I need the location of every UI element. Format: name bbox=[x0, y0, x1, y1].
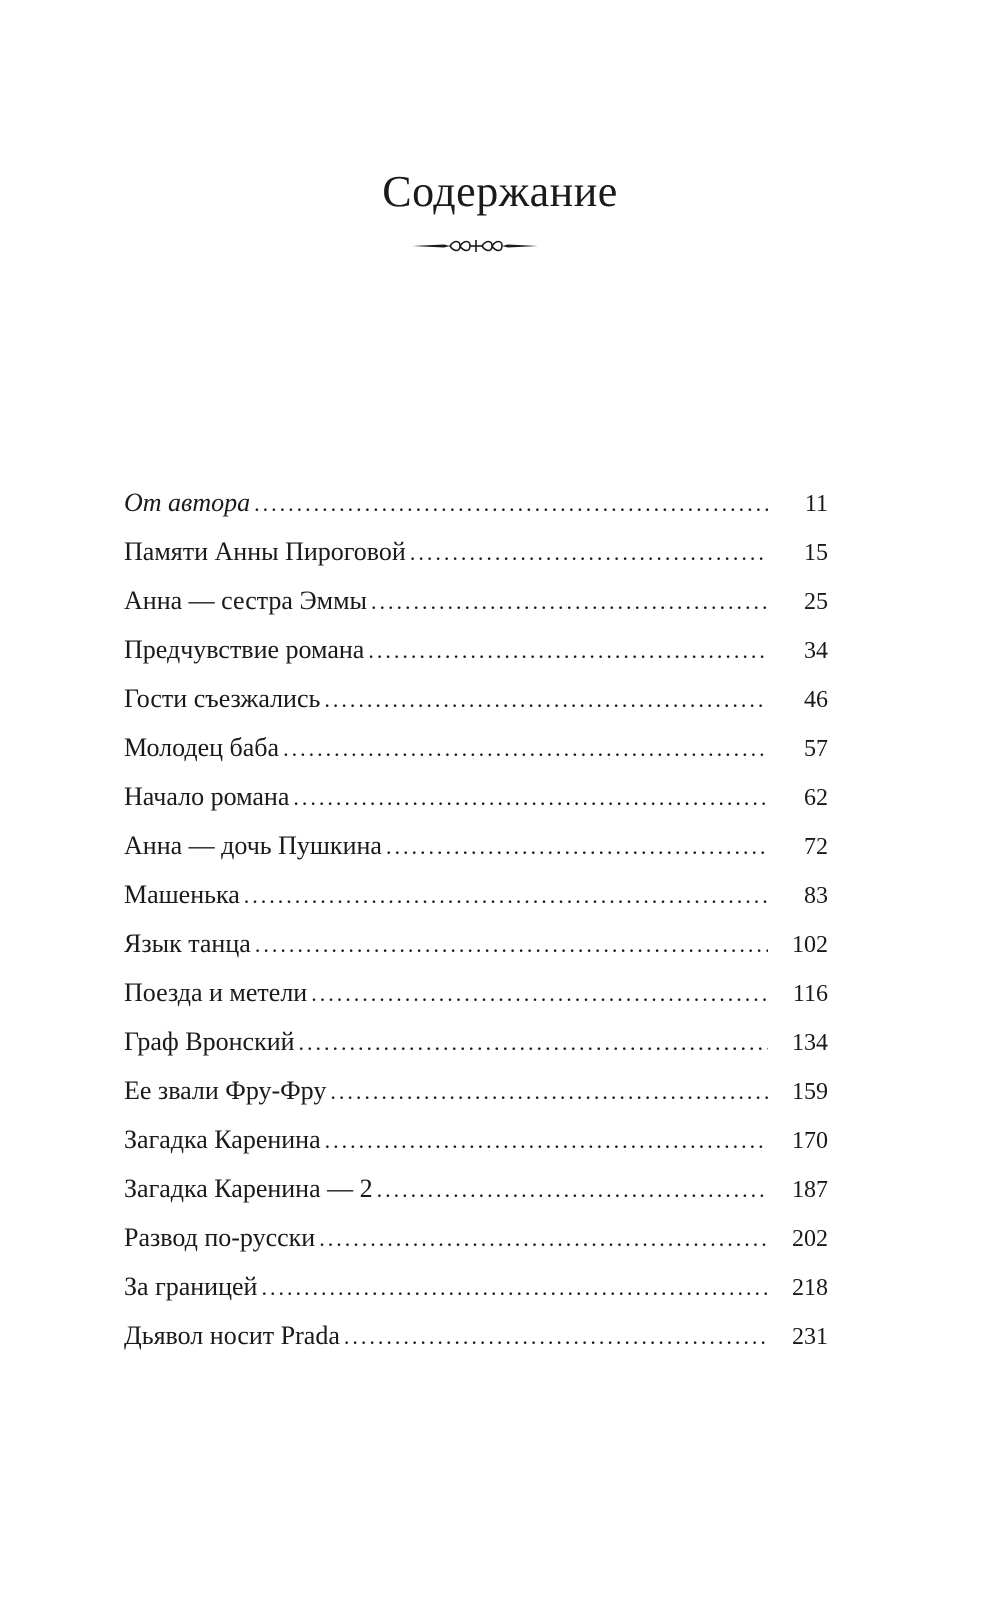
toc-entry-page-number: 11 bbox=[804, 491, 828, 517]
dot-leader bbox=[311, 969, 768, 1018]
toc-entry[interactable] bbox=[124, 1311, 828, 1360]
dot-leader bbox=[330, 1067, 768, 1116]
toc-entry-page-number: 62 bbox=[804, 785, 828, 811]
toc-entry-page-number: 187 bbox=[792, 1177, 828, 1203]
toc-entry-title: Язык танца bbox=[124, 929, 251, 958]
toc-entry[interactable] bbox=[124, 821, 828, 870]
dot-leader bbox=[319, 1214, 768, 1263]
toc-entry-title: Ее звали Фру-Фру bbox=[124, 1076, 327, 1105]
toc-entry[interactable] bbox=[124, 919, 828, 968]
toc-entry-page-number: 134 bbox=[792, 1030, 828, 1056]
dot-leader bbox=[244, 871, 768, 920]
dot-leader bbox=[255, 920, 768, 969]
dot-leader bbox=[261, 1263, 768, 1312]
dot-leader bbox=[368, 626, 768, 675]
toc-entry[interactable] bbox=[124, 625, 828, 674]
toc-entry-title: Анна — сестра Эммы bbox=[124, 586, 367, 615]
toc-entry[interactable] bbox=[124, 1262, 828, 1311]
table-of-contents bbox=[124, 478, 828, 1360]
toc-entry-page-number: 231 bbox=[792, 1324, 828, 1350]
toc-entry[interactable] bbox=[124, 674, 828, 723]
dot-leader bbox=[377, 1165, 768, 1214]
toc-entry-page-number: 116 bbox=[792, 981, 828, 1007]
toc-entry-title: Развод по-русски bbox=[124, 1223, 316, 1252]
dot-leader bbox=[410, 528, 768, 577]
page-title: Содержание bbox=[382, 167, 618, 216]
toc-entry[interactable] bbox=[124, 1213, 828, 1262]
toc-entry[interactable] bbox=[124, 723, 828, 772]
toc-entry-title: Молодец баба bbox=[124, 733, 280, 762]
toc-entry-title: Начало романа bbox=[124, 782, 290, 811]
toc-entry-title: За границей bbox=[124, 1272, 258, 1301]
toc-entry-page-number: 159 bbox=[792, 1079, 828, 1105]
toc-entry-title: Предчувствие романа bbox=[124, 635, 365, 664]
toc-entry[interactable] bbox=[124, 1017, 828, 1066]
toc-entry[interactable] bbox=[124, 1164, 828, 1213]
dot-leader bbox=[386, 822, 768, 871]
dot-leader bbox=[293, 773, 768, 822]
dot-leader bbox=[344, 1312, 768, 1361]
dot-leader bbox=[324, 675, 768, 724]
toc-entry[interactable] bbox=[124, 968, 828, 1017]
dot-leader bbox=[299, 1018, 768, 1067]
toc-entry-title: От автора bbox=[124, 488, 251, 517]
dot-leader bbox=[254, 479, 768, 528]
toc-entry-page-number: 72 bbox=[804, 834, 828, 860]
toc-entry[interactable] bbox=[124, 1066, 828, 1115]
toc-entry[interactable] bbox=[124, 527, 828, 576]
toc-entry[interactable] bbox=[124, 870, 828, 919]
toc-entry-title: Загадка Каренина — 2 bbox=[124, 1174, 373, 1203]
toc-entry-title: Памяти Анны Пироговой bbox=[124, 537, 406, 566]
toc-entry-page-number: 46 bbox=[804, 687, 828, 713]
toc-entry-page-number: 83 bbox=[804, 883, 828, 909]
dot-leader bbox=[283, 724, 768, 773]
toc-entry-title: Загадка Каренина bbox=[124, 1125, 321, 1154]
toc-entry[interactable] bbox=[124, 1115, 828, 1164]
toc-entry-title: Машенька bbox=[124, 880, 240, 909]
toc-entry-page-number: 170 bbox=[792, 1128, 828, 1154]
dot-leader bbox=[371, 577, 768, 626]
toc-entry[interactable] bbox=[124, 772, 828, 821]
toc-entry-page-number: 34 bbox=[804, 638, 828, 664]
toc-entry-page-number: 25 bbox=[804, 589, 828, 615]
ornament-divider-icon bbox=[410, 238, 540, 254]
toc-entry[interactable] bbox=[124, 478, 828, 527]
dot-leader bbox=[325, 1116, 768, 1165]
toc-entry-title: Граф Вронский bbox=[124, 1027, 295, 1056]
toc-entry-page-number: 102 bbox=[792, 932, 828, 958]
toc-entry-page-number: 202 bbox=[792, 1226, 828, 1252]
toc-entry-title: Анна — дочь Пушкина bbox=[124, 831, 382, 860]
toc-entry-title: Дьявол носит Prada bbox=[124, 1321, 340, 1350]
toc-entry-title: Поезда и метели bbox=[124, 978, 308, 1007]
toc-entry-title: Гости съезжались bbox=[124, 684, 321, 713]
toc-entry-page-number: 15 bbox=[804, 540, 828, 566]
toc-entry-page-number: 218 bbox=[792, 1275, 828, 1301]
toc-entry[interactable] bbox=[124, 576, 828, 625]
toc-entry-page-number: 57 bbox=[804, 736, 828, 762]
